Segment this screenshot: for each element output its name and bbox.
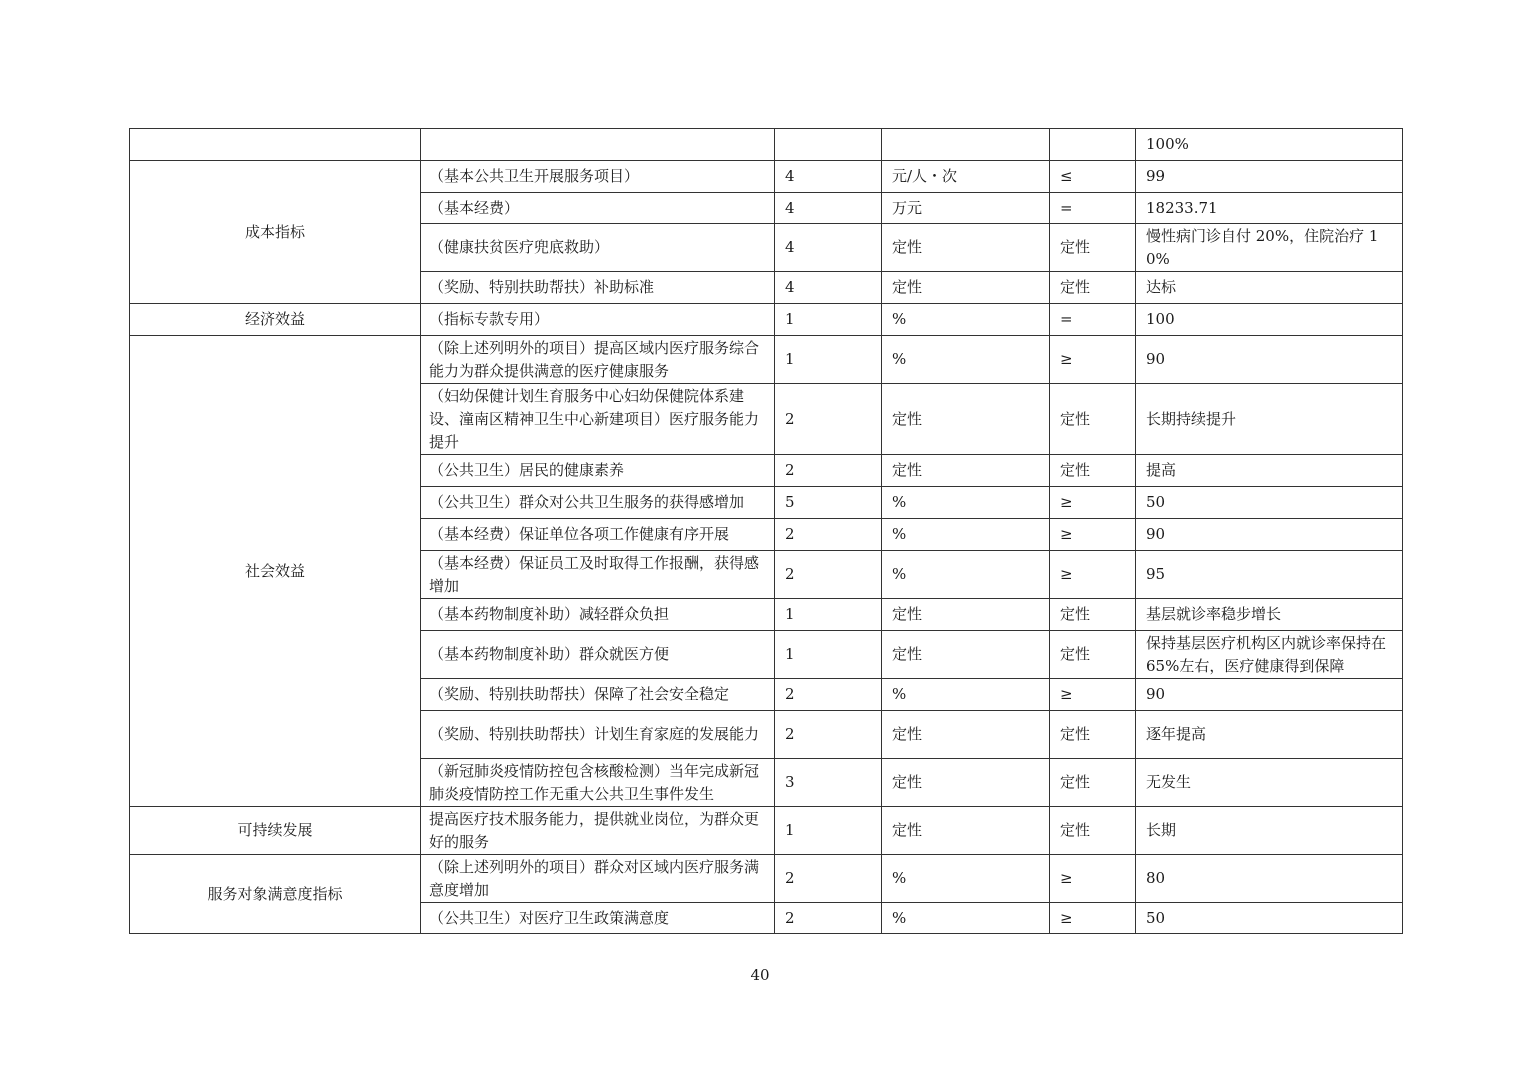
cell-weight: 3 xyxy=(775,759,882,807)
cell-weight: 1 xyxy=(775,807,882,855)
cell-indicator: （公共卫生）对医疗卫生政策满意度 xyxy=(421,903,775,934)
cell-target: 保持基层医疗机构区内就诊率保持在 65%左右，医疗健康得到保障 xyxy=(1136,631,1403,679)
cell-indicator: （妇幼保健计划生育服务中心妇幼保健院体系建设、潼南区精神卫生中心新建项目）医疗服务能力提升 xyxy=(421,384,775,455)
cell-weight: 2 xyxy=(775,519,882,551)
cell-target: 提高 xyxy=(1136,455,1403,487)
cell-operator: ≥ xyxy=(1050,487,1136,519)
cell-unit: % xyxy=(882,551,1050,599)
cell-weight: 2 xyxy=(775,855,882,903)
cell-operator: 定性 xyxy=(1050,224,1136,272)
cell-unit: % xyxy=(882,855,1050,903)
cell-target: 100 xyxy=(1136,304,1403,336)
cell-unit: % xyxy=(882,903,1050,934)
cell-indicator: （公共卫生）居民的健康素养 xyxy=(421,455,775,487)
cell-operator: ≥ xyxy=(1050,855,1136,903)
cell-category: 经济效益 xyxy=(130,304,421,336)
cell-unit: % xyxy=(882,679,1050,711)
cell-indicator: （奖励、特别扶助帮扶）计划生育家庭的发展能力 xyxy=(421,711,775,759)
cell-target: 长期 xyxy=(1136,807,1403,855)
cell-indicator: （除上述列明外的项目）群众对区域内医疗服务满意度增加 xyxy=(421,855,775,903)
cell-unit: 定性 xyxy=(882,224,1050,272)
cell-target: 18233.71 xyxy=(1136,193,1403,224)
cell-operator: ≥ xyxy=(1050,551,1136,599)
cell-operator: ≤ xyxy=(1050,161,1136,193)
cell-indicator: （基本药物制度补助）群众就医方便 xyxy=(421,631,775,679)
cell-operator: 定性 xyxy=(1050,272,1136,304)
cell-category: 服务对象满意度指标 xyxy=(130,855,421,934)
cell-target: 90 xyxy=(1136,336,1403,384)
cell-operator: = xyxy=(1050,304,1136,336)
cell-operator: ≥ xyxy=(1050,903,1136,934)
cell-target: 逐年提高 xyxy=(1136,711,1403,759)
cell-category xyxy=(130,129,421,161)
cell-target: 90 xyxy=(1136,519,1403,551)
cell-unit: 定性 xyxy=(882,455,1050,487)
cell-weight: 1 xyxy=(775,599,882,631)
cell-operator: ≥ xyxy=(1050,679,1136,711)
table-row xyxy=(130,807,1403,855)
cell-target: 50 xyxy=(1136,903,1403,934)
cell-operator: 定性 xyxy=(1050,711,1136,759)
table-row xyxy=(130,161,1403,193)
cell-weight: 1 xyxy=(775,336,882,384)
indicator-table-body xyxy=(130,129,1403,934)
page-number: 40 xyxy=(750,966,770,984)
cell-indicator: （奖励、特别扶助帮扶）补助标准 xyxy=(421,272,775,304)
table-row xyxy=(130,129,1403,161)
cell-operator: ≥ xyxy=(1050,519,1136,551)
cell-weight: 2 xyxy=(775,551,882,599)
cell-unit: 定性 xyxy=(882,384,1050,455)
cell-unit: 元/人・次 xyxy=(882,161,1050,193)
cell-unit: % xyxy=(882,304,1050,336)
cell-operator: 定性 xyxy=(1050,599,1136,631)
cell-operator: 定性 xyxy=(1050,631,1136,679)
cell-operator: 定性 xyxy=(1050,759,1136,807)
cell-target: 基层就诊率稳步增长 xyxy=(1136,599,1403,631)
cell-weight: 2 xyxy=(775,455,882,487)
cell-weight: 2 xyxy=(775,903,882,934)
cell-weight: 2 xyxy=(775,679,882,711)
cell-weight xyxy=(775,129,882,161)
cell-weight: 2 xyxy=(775,384,882,455)
cell-category: 成本指标 xyxy=(130,161,421,304)
cell-indicator: 提高医疗技术服务能力，提供就业岗位，为群众更好的服务 xyxy=(421,807,775,855)
table-row xyxy=(130,336,1403,384)
cell-unit xyxy=(882,129,1050,161)
cell-indicator: （基本经费）保证员工及时取得工作报酬，获得感增加 xyxy=(421,551,775,599)
cell-target: 95 xyxy=(1136,551,1403,599)
cell-target: 慢性病门诊自付 20%，住院治疗 10% xyxy=(1136,224,1403,272)
cell-operator: 定性 xyxy=(1050,384,1136,455)
cell-indicator: （基本经费） xyxy=(421,193,775,224)
cell-target: 达标 xyxy=(1136,272,1403,304)
table-row xyxy=(130,855,1403,903)
cell-unit: 定性 xyxy=(882,807,1050,855)
cell-unit: 定性 xyxy=(882,711,1050,759)
cell-target: 80 xyxy=(1136,855,1403,903)
cell-target: 50 xyxy=(1136,487,1403,519)
cell-operator: 定性 xyxy=(1050,807,1136,855)
cell-category: 社会效益 xyxy=(130,336,421,807)
cell-indicator: （基本药物制度补助）减轻群众负担 xyxy=(421,599,775,631)
cell-indicator: （公共卫生）群众对公共卫生服务的获得感增加 xyxy=(421,487,775,519)
cell-operator: 定性 xyxy=(1050,455,1136,487)
indicator-table xyxy=(129,128,1403,934)
cell-unit: 定性 xyxy=(882,631,1050,679)
cell-indicator: （健康扶贫医疗兜底救助） xyxy=(421,224,775,272)
cell-unit: 万元 xyxy=(882,193,1050,224)
cell-operator xyxy=(1050,129,1136,161)
cell-unit: % xyxy=(882,487,1050,519)
cell-unit: 定性 xyxy=(882,272,1050,304)
cell-unit: 定性 xyxy=(882,599,1050,631)
cell-target: 无发生 xyxy=(1136,759,1403,807)
cell-unit: 定性 xyxy=(882,759,1050,807)
cell-indicator: （基本经费）保证单位各项工作健康有序开展 xyxy=(421,519,775,551)
cell-weight: 1 xyxy=(775,631,882,679)
cell-weight: 4 xyxy=(775,224,882,272)
cell-weight: 4 xyxy=(775,272,882,304)
cell-target: 100% xyxy=(1136,129,1403,161)
cell-indicator: （除上述列明外的项目）提高区域内医疗服务综合能力为群众提供满意的医疗健康服务 xyxy=(421,336,775,384)
cell-unit: % xyxy=(882,519,1050,551)
cell-indicator: （奖励、特别扶助帮扶）保障了社会安全稳定 xyxy=(421,679,775,711)
cell-target: 90 xyxy=(1136,679,1403,711)
cell-indicator: （基本公共卫生开展服务项目） xyxy=(421,161,775,193)
cell-operator: ≥ xyxy=(1050,336,1136,384)
cell-weight: 1 xyxy=(775,304,882,336)
cell-category: 可持续发展 xyxy=(130,807,421,855)
cell-indicator: （指标专款专用） xyxy=(421,304,775,336)
cell-indicator xyxy=(421,129,775,161)
cell-operator: = xyxy=(1050,193,1136,224)
cell-weight: 4 xyxy=(775,161,882,193)
cell-weight: 2 xyxy=(775,711,882,759)
table-row xyxy=(130,304,1403,336)
cell-indicator: （新冠肺炎疫情防控包含核酸检测）当年完成新冠肺炎疫情防控工作无重大公共卫生事件发生 xyxy=(421,759,775,807)
cell-weight: 4 xyxy=(775,193,882,224)
cell-target: 长期持续提升 xyxy=(1136,384,1403,455)
cell-target: 99 xyxy=(1136,161,1403,193)
cell-weight: 5 xyxy=(775,487,882,519)
cell-unit: % xyxy=(882,336,1050,384)
